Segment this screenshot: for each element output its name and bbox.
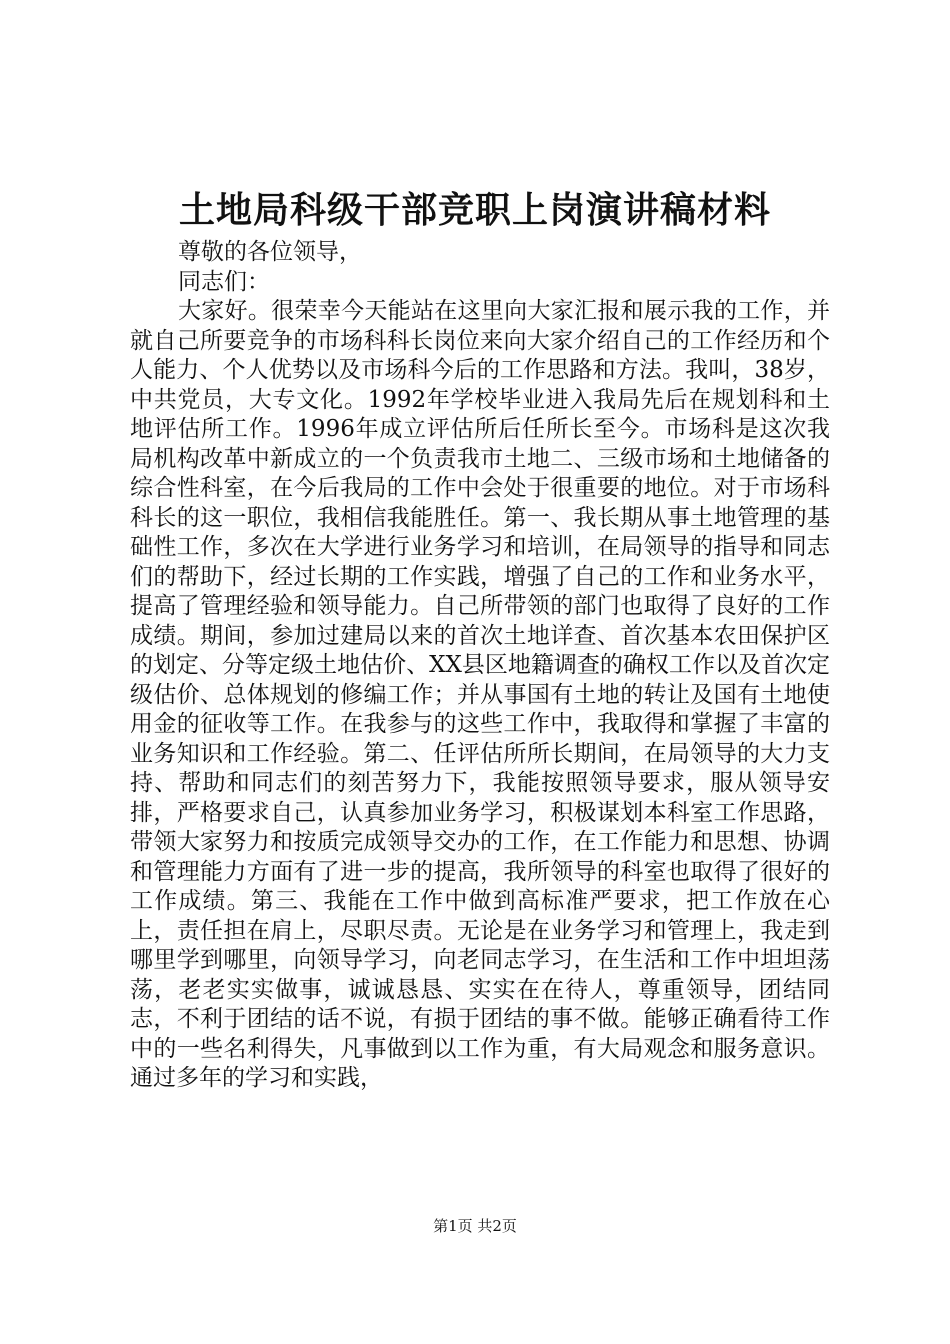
body-paragraph: 大家好。很荣幸今天能站在这里向大家汇报和展示我的工作，并就自己所要竞争的市场科科长岗位来向大家介绍自己的工作经历和个人能力、个人优势以及市场科今后的工作思路和方法。我叫，38岁，中共党员，大专文化。1992年学校毕业进入我局先后在规划科和土地评估所工作。1996年成立评估所后任所长至今。市场科是这次我局机构改革中新成立的一个负责我市土地二、三级市场和土地储备的综合性科室，在今后我局的工作中会处于很重要的地位。对于市场科科长的这一职位，我相信我能胜任。第一、我长期从事土地管理的基础性工作，多次在大学进行业务学习和培训，在局领导的指导和同志们的帮助下，经过长期的工作实践，增强了自己的工作和业务水平，提高了管理经验和领导能力。自己所带领的部门也取得了良好的工作成绩。期间，参加过建局以来的首次土地详查、首次基本农田保护区的划定、分等定级土地估价、XX县区地籍调查的确权工作以及首次定级估价、总体规划的修编工作；并从事国有土地的转让及国有土地使用金的征收等工作。在我参与的这些工作中，我取得和掌握了丰富的业务知识和工作经验。第二、任评估所所长期间，在局领导的大力支持、帮助和同志们的刻苦努力下，我能按照领导要求，服从领导安排，严格要求自己，认真参加业务学习，积极谋划本科室工作思路，带领大家努力和按质完成领导交办的工作，在工作能力和思想、协调和管理能力方面有了进一步的提高，我所领导的科室也取得了很好的工作成绩。第三、我能在工作中做到高标准严要求，把工作放在心上，责任担在肩上，尽职尽责。无论是在业务学习和管理上，我走到哪里学到哪里，向领导学习，向老同志学习，在生活和工作中坦坦荡荡，老老实实做事，诚诚恳恳、实实在在待人，尊重领导，团结同志，不利于团结的话不说，有损于团结的事不做。能够正确看待工作中的一些名利得失，凡事做到以工作为重，有大局观念和服务意识。通过多年的学习和实践， <box>130 298 830 1091</box>
salutation-leaders: 尊敬的各位领导， <box>178 239 362 265</box>
salutation-comrades: 同志们： <box>178 268 270 295</box>
document-body <box>130 238 830 1094</box>
document-title: 土地局科级干部竞职上岗演讲稿材料 <box>178 189 771 231</box>
page-footer: 第1页 共2页 <box>433 1217 517 1235</box>
